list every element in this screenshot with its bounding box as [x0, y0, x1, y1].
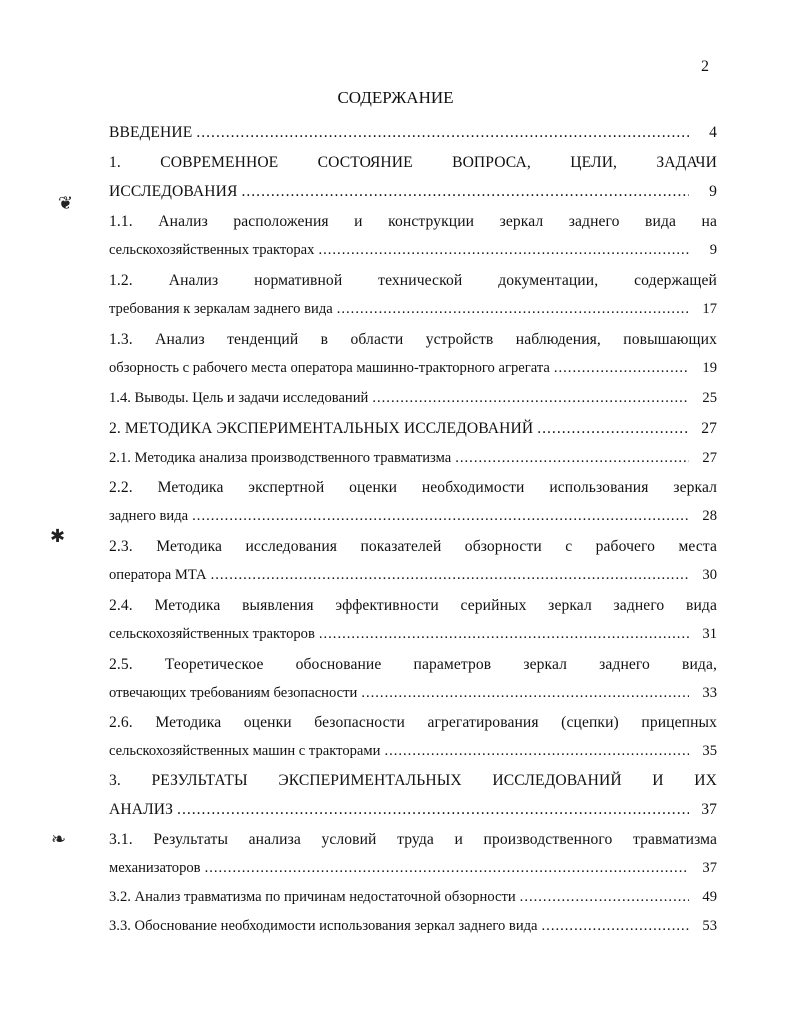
leader-dots — [554, 360, 689, 377]
toc-entry-title: 1.2. Анализ нормативной технической документации, содержащей — [109, 272, 717, 289]
toc-entry-title: 3.1. Результаты анализа условий труда и производственного травматизма — [109, 831, 717, 848]
toc-entry-2-2-line2[interactable] — [109, 508, 717, 530]
toc-entry-1-2-line1[interactable] — [109, 272, 717, 294]
toc-entry-2-3-line1[interactable] — [109, 538, 717, 560]
toc-entry-title: сельскохозяйственных тракторах — [109, 242, 315, 258]
toc-entry-title: 1. СОВРЕМЕННОЕ СОСТОЯНИЕ ВОПРОСА, ЦЕЛИ, ЗАДАЧИ — [109, 154, 717, 171]
toc-entry-1-1-line2[interactable] — [109, 242, 717, 264]
toc-entry-2-5-line2[interactable] — [109, 685, 717, 707]
leader-dots — [372, 390, 689, 407]
toc-entry-title: АНАЛИЗ — [109, 801, 174, 818]
toc-entry-page: 35 — [702, 743, 717, 759]
toc-entry-ch3-line1[interactable] — [109, 772, 717, 794]
leader-dots — [542, 918, 689, 935]
toc-entry-title: заднего вида — [109, 508, 189, 524]
toc-entry-1-4[interactable] — [109, 390, 717, 412]
toc-entry-ch1-line1[interactable] — [109, 154, 717, 176]
leader-dots — [319, 626, 689, 643]
toc-entry-page: 49 — [702, 889, 717, 905]
leader-dots — [337, 301, 689, 318]
toc-entry-title: 1.1. Анализ расположения и конструкции зеркал заднего вида на — [109, 213, 717, 230]
leader-dots — [318, 242, 689, 259]
toc-entry-title: сельскохозяйственных тракторов — [109, 626, 315, 642]
leader-dots — [205, 860, 689, 877]
toc-entry-title: 3.3. Обоснование необходимости использования зеркал заднего вида — [109, 918, 538, 934]
leader-dots — [537, 420, 689, 438]
toc-entry-page: 31 — [702, 626, 717, 642]
toc-entry-1-2-line2[interactable] — [109, 301, 717, 323]
toc-entry-title: 2.5. Теоретическое обоснование параметров зеркал заднего вида, — [109, 656, 717, 673]
leader-dots — [192, 508, 689, 525]
toc-entry-title: обзорность с рабочего места оператора машинно-тракторного агрегата — [109, 360, 550, 376]
toc-entry-1-3-line1[interactable] — [109, 331, 717, 353]
toc-entry-title: 2. МЕТОДИКА ЭКСПЕРИМЕНТАЛЬНЫХ ИССЛЕДОВАНИЙ — [109, 420, 534, 437]
scan-blot: ❦ — [58, 193, 74, 213]
toc-entry-3-1-line2[interactable] — [109, 860, 717, 882]
toc-entry-title: оператора МТА — [109, 567, 207, 583]
toc-entry-3-2[interactable] — [109, 889, 717, 911]
leader-dots — [241, 183, 689, 201]
toc-entry-2-4-line2[interactable] — [109, 626, 717, 648]
toc-entry-page: 28 — [702, 508, 717, 524]
toc-entry-page: 53 — [702, 918, 717, 934]
toc-entry-page: 17 — [702, 301, 717, 317]
toc-entry-2-1[interactable] — [109, 450, 717, 472]
toc-entry-page: 27 — [702, 450, 717, 466]
page-title: СОДЕРЖАНИЕ — [337, 88, 454, 107]
toc-entry-title: механизаторов — [109, 860, 201, 876]
toc-entry-2-4-line1[interactable] — [109, 597, 717, 619]
toc-entry-title: 1.3. Анализ тенденций в области устройств наблюдения, повышающих — [109, 331, 717, 348]
toc-entry-title: 1.4. Выводы. Цель и задачи исследований — [109, 390, 369, 406]
toc-entry-title: 2.3. Методика исследования показателей обзорности с рабочего места — [109, 538, 717, 555]
toc-entry-2-5-line1[interactable] — [109, 656, 717, 678]
toc-entry-1-1-line1[interactable] — [109, 213, 717, 235]
toc-entry-1-3-line2[interactable] — [109, 360, 717, 382]
toc-entry-title: 3.2. Анализ травматизма по причинам недостаточной обзорности — [109, 889, 516, 905]
toc-entry-title: 2.6. Методика оценки безопасности агрегатирования (сцепки) прицепных — [109, 714, 717, 731]
leader-dots — [177, 801, 689, 819]
toc-entry-title: 2.2. Методика экспертной оценки необходимости использования зеркал — [109, 479, 717, 496]
toc-entry-page: 9 — [709, 183, 717, 200]
toc-entry-page: 37 — [702, 860, 717, 876]
toc-entry-ch3-line2[interactable] — [109, 801, 717, 823]
toc-entry-title: 3. РЕЗУЛЬТАТЫ ЭКСПЕРИМЕНТАЛЬНЫХ ИССЛЕДОВАНИЙ И ИХ — [109, 772, 717, 789]
toc-entry-page: 33 — [702, 685, 717, 701]
toc-entry-3-3[interactable] — [109, 918, 717, 940]
toc-entry-ch2[interactable] — [109, 420, 717, 442]
toc-entry-title: сельскохозяйственных машин с тракторами — [109, 743, 381, 759]
toc-entry-2-2-line1[interactable] — [109, 479, 717, 501]
toc-entry-3-1-line1[interactable] — [109, 831, 717, 853]
toc-entry-page: 4 — [709, 124, 717, 141]
toc-entry-page: 30 — [702, 567, 717, 583]
toc-entry-page: 19 — [702, 360, 717, 376]
toc-entry-title: отвечающих требованиям безопасности — [109, 685, 358, 701]
toc-entry-title: ИССЛЕДОВАНИЯ — [109, 183, 238, 200]
leader-dots — [455, 450, 689, 467]
toc-entry-2-6-line2[interactable] — [109, 743, 717, 765]
toc-entry-page: 37 — [701, 801, 717, 818]
scan-blot: ✱ — [50, 526, 66, 546]
page-number: 2 — [701, 58, 709, 75]
toc-entry-title: требования к зеркалам заднего вида — [109, 301, 333, 317]
leader-dots — [211, 567, 689, 584]
toc-entry-ch1-line2[interactable] — [109, 183, 717, 205]
toc-entry-page: 27 — [701, 420, 717, 437]
leader-dots — [361, 685, 689, 702]
toc-entry-title: 2.4. Методика выявления эффективности серийных зеркал заднего вида — [109, 597, 717, 614]
toc-entry-title: ВВЕДЕНИЕ — [109, 124, 193, 141]
scan-blot: ❧ — [51, 829, 67, 849]
leader-dots — [520, 889, 689, 906]
toc-entry-2-6-line1[interactable] — [109, 714, 717, 736]
toc-entry-title: 2.1. Методика анализа производственного травматизма — [109, 450, 452, 466]
toc-entry-page: 9 — [709, 242, 717, 258]
toc-entry-page: 25 — [702, 390, 717, 406]
leader-dots — [384, 743, 689, 760]
toc-entry-intro[interactable] — [109, 124, 717, 146]
toc-entry-2-3-line2[interactable] — [109, 567, 717, 589]
leader-dots — [196, 124, 689, 142]
